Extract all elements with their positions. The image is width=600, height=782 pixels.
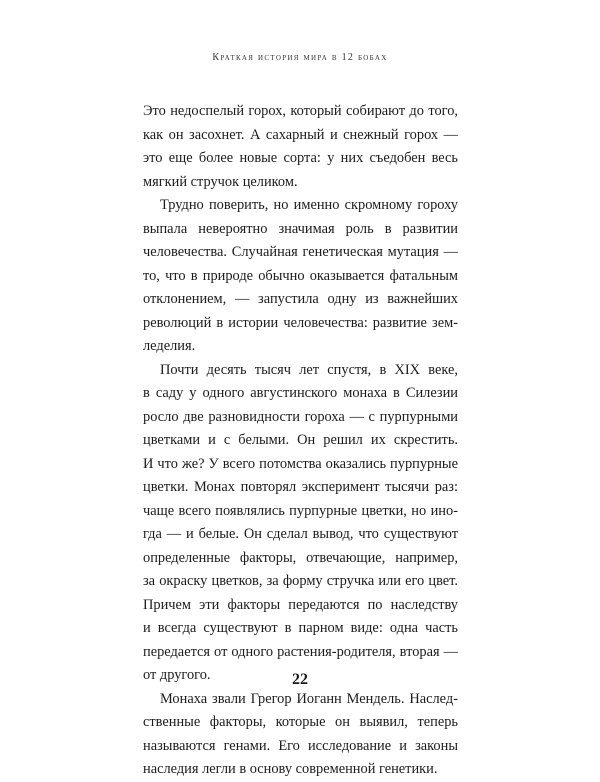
text-line: это еще более новые сорта: у них съедобен весь: [143, 150, 458, 166]
text-line: Монаха звали Грегор Иоганн Мендель. Наслед-: [160, 690, 458, 707]
text-line: от другого.: [143, 667, 211, 683]
text-line: в саду у одного августинского монаха в Силезии: [143, 385, 458, 401]
text-line: отклонением, — запустила одну из важнейших: [143, 291, 458, 307]
text-line: революций в истории человечества: развитие зем-: [143, 314, 458, 331]
text-line: передается от одного растения-родителя, вторая —: [143, 643, 458, 660]
paragraph-3: [143, 359, 458, 688]
running-head: Краткая история мира в 12 бобах: [212, 52, 388, 63]
text-line: за окраску цветков, за форму стручка или его цвет.: [143, 573, 458, 589]
text-line: и всегда существуют в парном виде: одна часть: [143, 620, 458, 636]
text-line: цветки. Монах повторял эксперимент тысячи раз:: [143, 479, 458, 495]
text-line: Причем эти факторы передаются по наследству: [143, 596, 458, 613]
text-line: леделия.: [143, 338, 196, 354]
text-line: Почти десять тысяч лет спустя, в XIX веке,: [160, 361, 458, 378]
text-line: чаще всего появлялись пурпурные цветки, но ино-: [143, 502, 458, 519]
text-line: росло две разновидности гороха — с пурпурными: [143, 408, 458, 425]
text-line: выпала невероятно значимая роль в развитии: [143, 220, 458, 237]
text-line: мягкий стручок целиком.: [143, 173, 298, 190]
text-line: гда — и белые. Он сделал вывод, что существуют: [143, 526, 458, 542]
text-line: цветками и с белыми. Он решил их скрестить.: [143, 432, 458, 448]
text-line: человечества. Случайная генетическая мутация —: [143, 244, 458, 260]
text-line: наследия легли в основу современной генетики.: [143, 761, 438, 777]
text-line: определенные факторы, отвечающие, например,: [143, 549, 458, 566]
text-line: Трудно поверить, но именно скромному гороху: [160, 197, 458, 213]
text-line: Это недоспелый горох, который собирают до того,: [143, 103, 458, 119]
text-line: то, что в природе обычно оказывается фатальным: [143, 267, 458, 284]
text-line: называются генами. Его исследование и законы: [143, 737, 458, 754]
text-line: как он засохнет. А сахарный и снежный горох —: [143, 126, 458, 143]
text-line: И что же? У всего потомства оказались пурпурные: [143, 455, 458, 472]
page-number: 22: [292, 671, 308, 688]
paragraph-4: [143, 688, 458, 782]
paragraph-2: [143, 194, 458, 359]
paragraph-1: [143, 100, 458, 194]
text-line: ственные факторы, которые он выявил, теперь: [143, 714, 458, 730]
